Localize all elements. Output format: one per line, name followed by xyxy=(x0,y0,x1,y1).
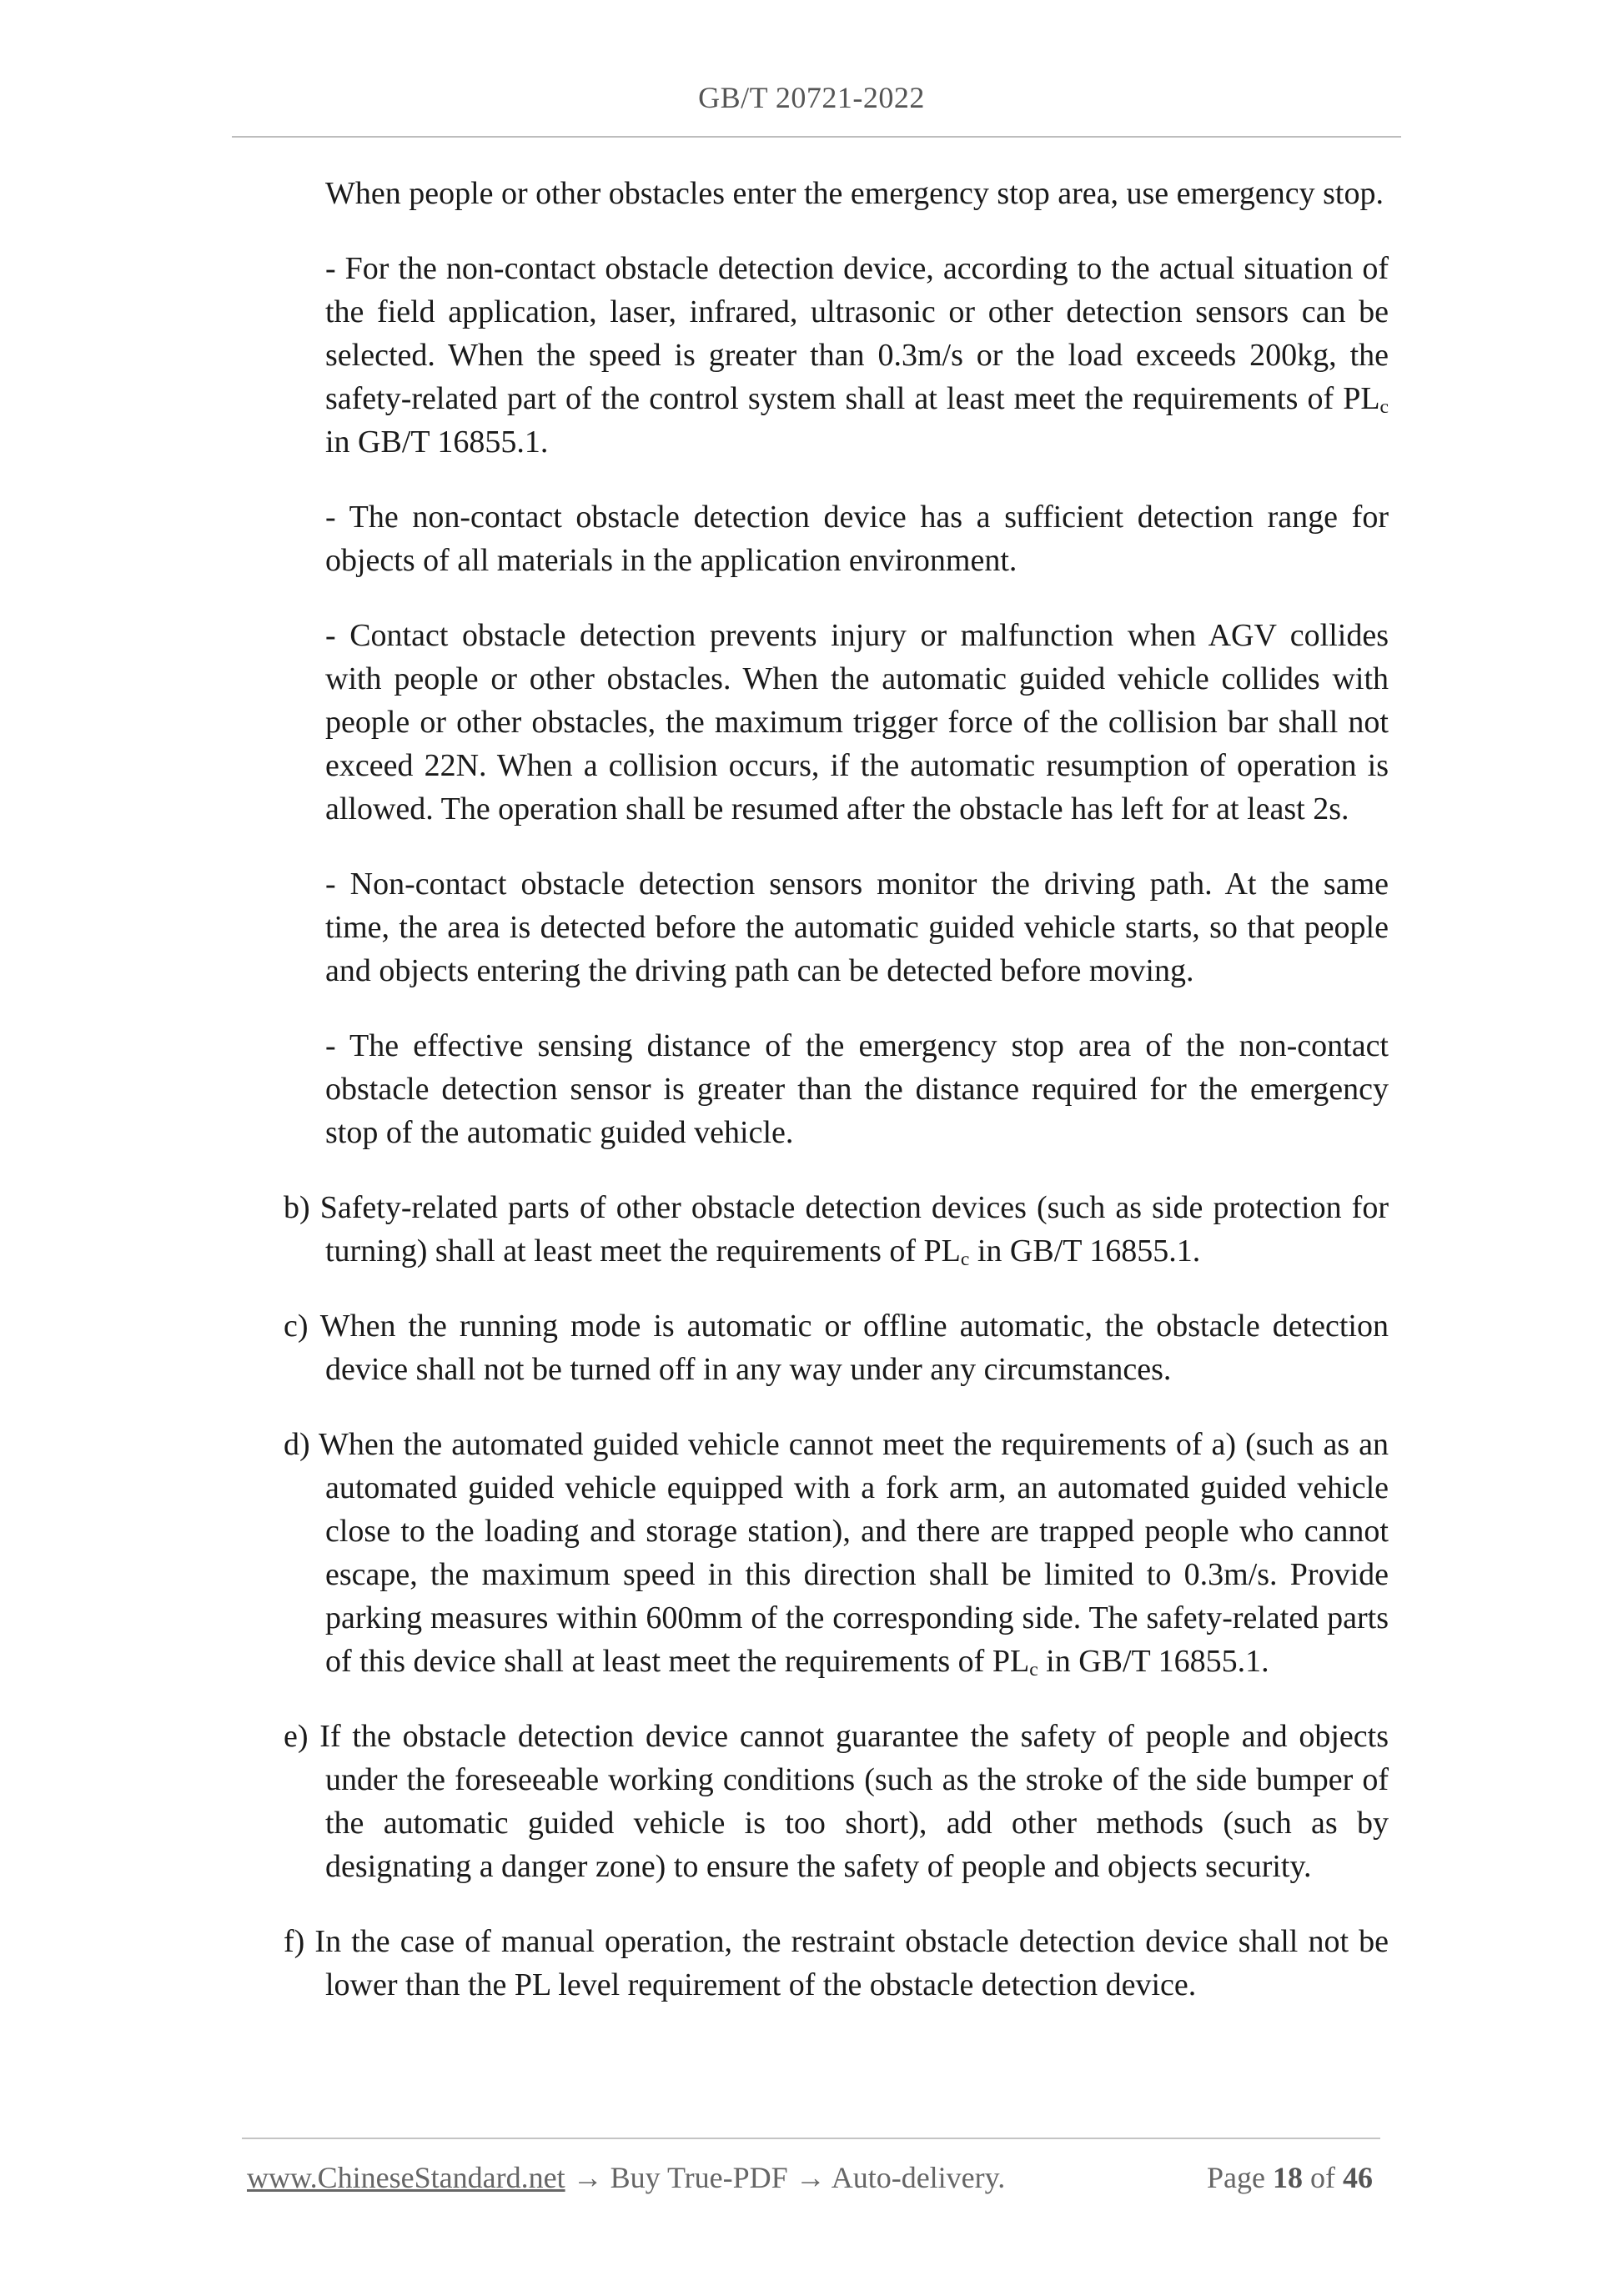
arrow-right-icon: → xyxy=(795,2161,826,2194)
list-item-d: d) When the automated guided vehicle cannot meet the requirements of a) (such as an automated guided vehicle equipped with a fork arm, an automated guided vehicle close to the loading and storage station), and there are trapped people who cannot escape, the maximum speed in this direction shall be limited to 0.3m/s. Provide parking measures within 600mm of the corresponding side. The safety-related parts of this device shall at least meet the requirements of $PL_c$ in GB/T 16855.1. xyxy=(284,1427,1389,1681)
paragraph-non-contact-sensors: - For the non-contact obstacle detection device, according to the actual situation of the field application, laser, infrared, ultrasonic or other detection sensors can be selected. When the speed is greater than 0.3m/s or the load exceeds 200kg, the safety-related part of the control system shall at least meet the requirements of $PL_c$ in GB/T 16855.1. xyxy=(325,251,1389,460)
auto-delivery-text: Auto-delivery. xyxy=(825,2161,1006,2194)
page-number: Page 18 of 46 xyxy=(1207,2161,1373,2194)
header-divider xyxy=(232,136,1401,138)
list-item-f: f) In the case of manual operation, the restraint obstacle detection device shall not be lower than the PL level requirement of the obstacle detection device. xyxy=(284,1924,1389,2002)
paragraph-detection-range: - The non-contact obstacle detection device has a sufficient detection range for objects of all materials in the application environment. xyxy=(325,500,1389,578)
current-page: 18 xyxy=(1273,2161,1303,2194)
page-body xyxy=(284,172,1389,2038)
paragraph-contact-detection: - Contact obstacle detection prevents injury or malfunction when AGV collides with people or other obstacles. When the automatic guided vehicle collides with people or other obstacles, the maximum trigger force of the collision bar shall not exceed 22N. When a collision occurs, if the automatic resumption of operation is allowed. The operation shall be resumed after the obstacle has left for at least 2s. xyxy=(325,618,1389,826)
document-code-header: GB/T 20721-2022 xyxy=(698,81,925,114)
footer-promo xyxy=(247,2160,1005,2195)
footer-divider xyxy=(242,2138,1380,2139)
paragraph-emergency-stop: When people or other obstacles enter the emergency stop area, use emergency stop. xyxy=(325,176,1384,211)
website-link[interactable]: www.ChineseStandard.net xyxy=(247,2161,565,2194)
total-pages: 46 xyxy=(1343,2161,1373,2194)
list-item-e: e) If the obstacle detection device cannot guarantee the safety of people and objects under the foreseeable working conditions (such as the stroke of the side bumper of the automatic guided vehicle is too short), add other methods (such as by designating a danger zone) to ensure the safety of people and objects security. xyxy=(284,1719,1389,1884)
paragraph-driving-path: - Non-contact obstacle detection sensors monitor the driving path. At the same time, the area is detected before the automatic guided vehicle starts, so that people and objects entering the driving path can be detected before moving. xyxy=(325,867,1389,988)
list-item-b: b) Safety-related parts of other obstacle detection devices (such as side protection for turning) shall at least meet the requirements of $PL_c$ in GB/T 16855.1. xyxy=(284,1190,1389,1271)
paragraph-sensing-distance: - The effective sensing distance of the emergency stop area of the non-contact obstacle detection sensor is greater than the distance required for the emergency stop of the automatic guided vehicle. xyxy=(325,1028,1389,1150)
buy-pdf-text: Buy True-PDF xyxy=(602,2161,796,2194)
arrow-right-icon: → xyxy=(572,2161,603,2194)
list-item-c: c) When the running mode is automatic or offline automatic, the obstacle detection device shall not be turned off in any way under any circumstances. xyxy=(284,1309,1389,1387)
